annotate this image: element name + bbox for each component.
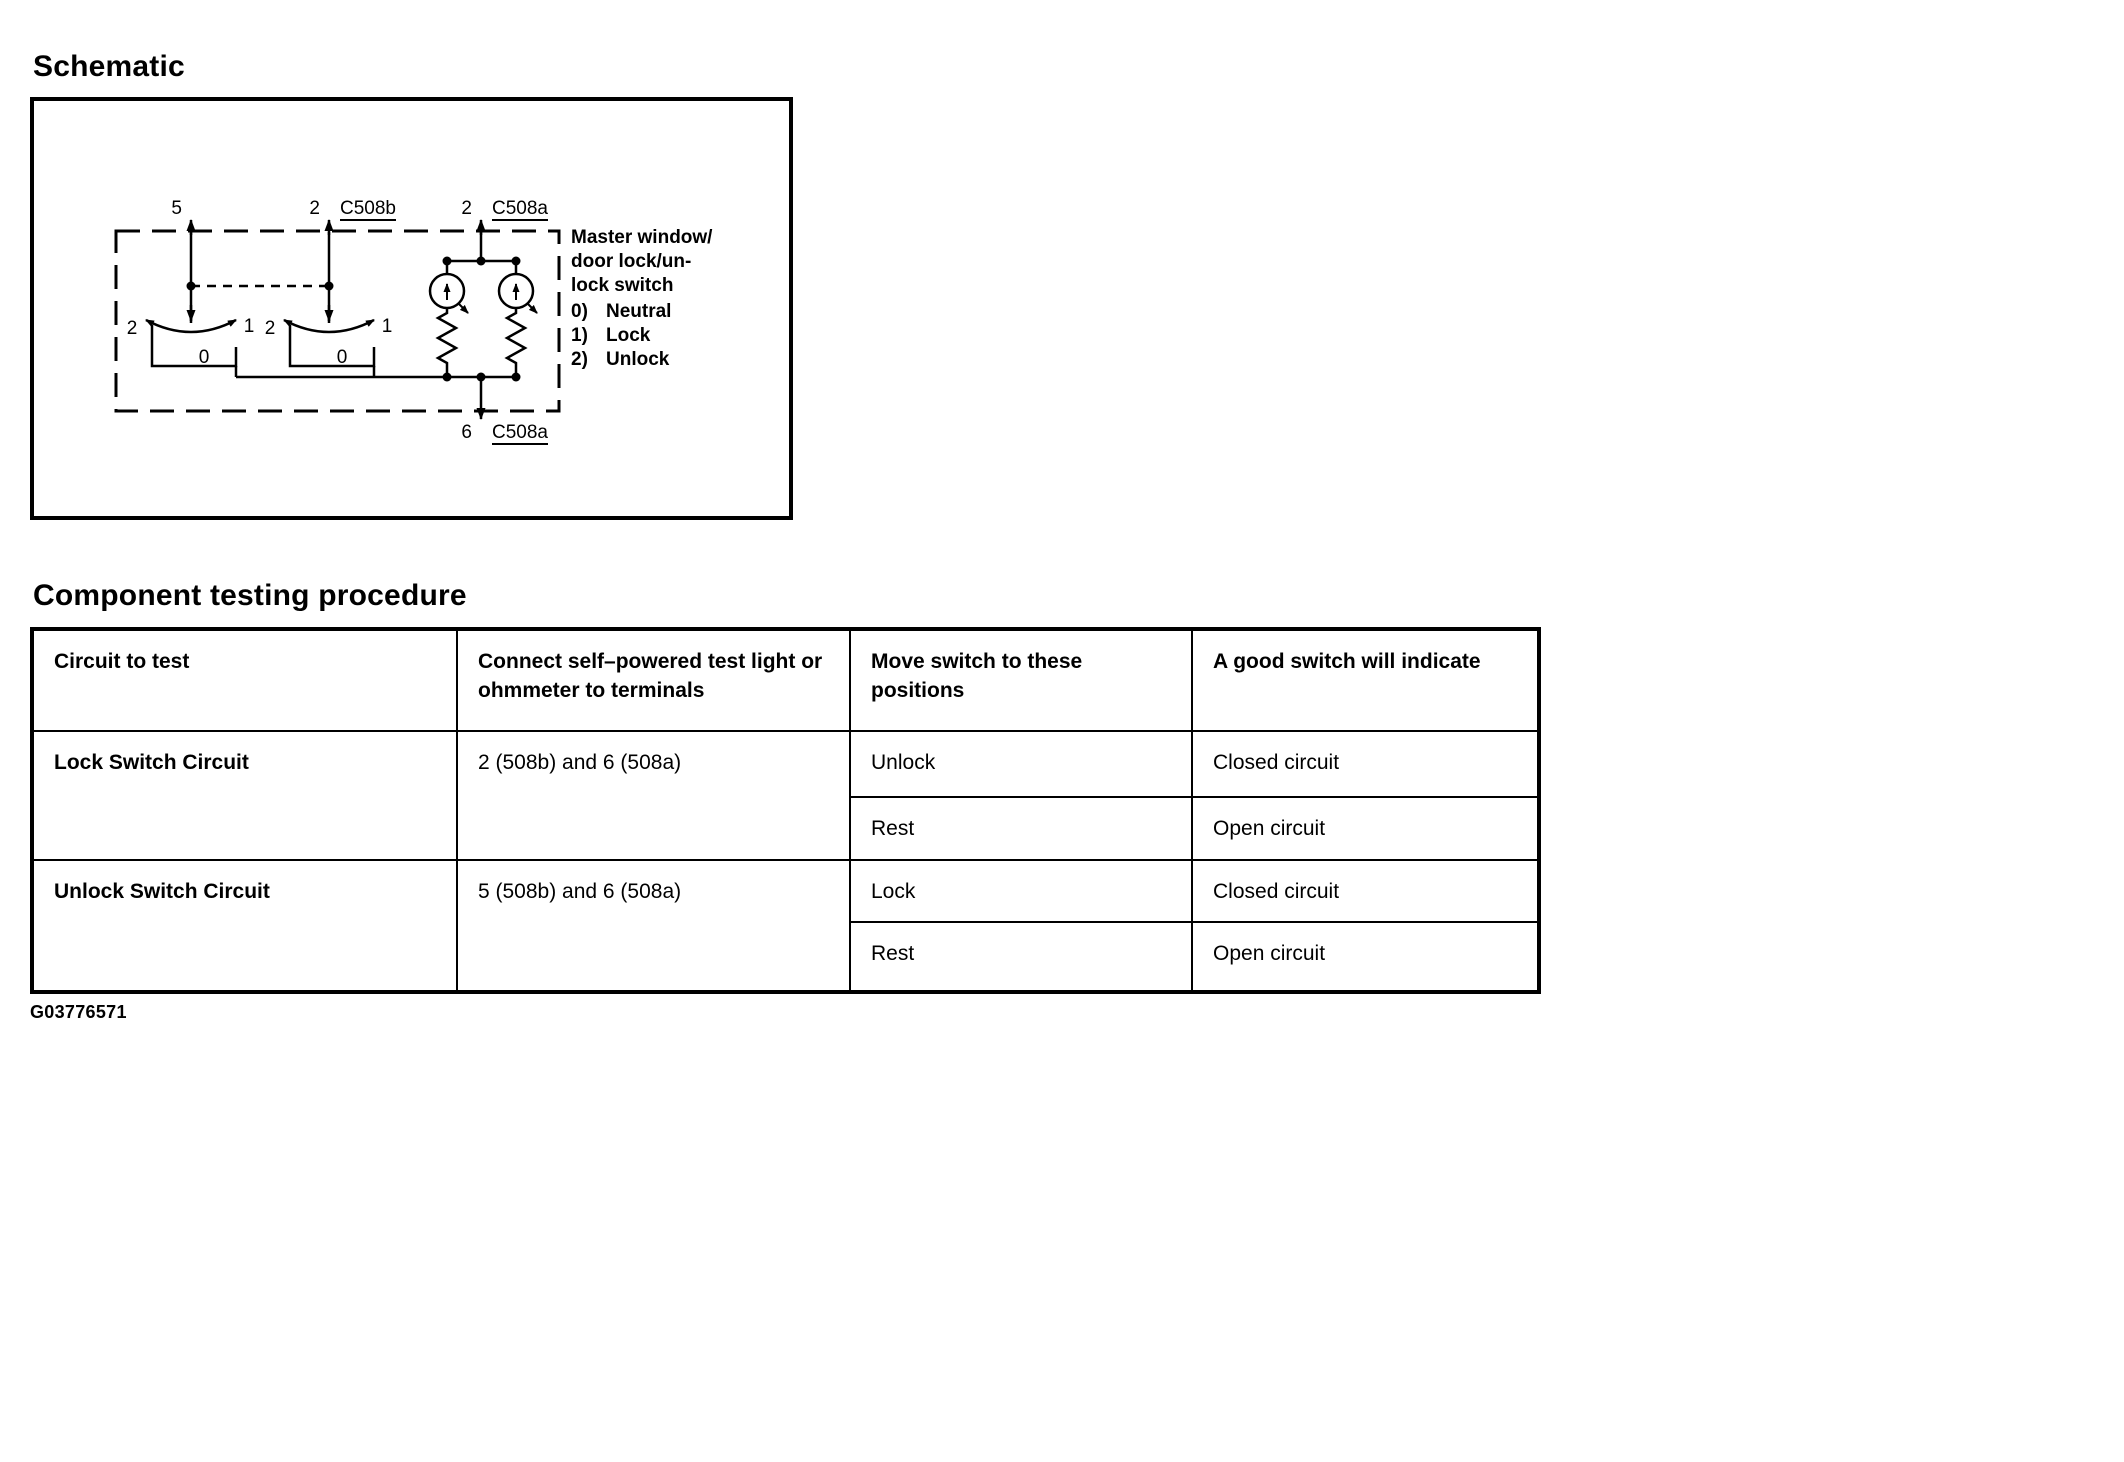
schematic-heading: Schematic bbox=[33, 50, 185, 83]
wiper-linkage bbox=[187, 282, 334, 291]
cell-result: Open circuit bbox=[1192, 797, 1539, 860]
figure-id: G03776571 bbox=[30, 1002, 127, 1022]
connector-c508a-bottom-label: C508a bbox=[492, 422, 548, 443]
sw1-pos-1-label: 1 bbox=[243, 316, 255, 337]
cell-result: Open circuit bbox=[1192, 922, 1539, 992]
sw1-pos-2-label: 2 bbox=[126, 318, 138, 339]
pin-5-label: 5 bbox=[171, 198, 182, 219]
table-header-row bbox=[32, 629, 1539, 731]
connector-c508a-top-label: C508a bbox=[492, 198, 548, 219]
cell-position: Unlock bbox=[850, 731, 1192, 797]
testing-table bbox=[30, 627, 1541, 994]
cell-terminals-unlock: 5 (508b) and 6 (508a) bbox=[457, 860, 850, 992]
legend-key-unlock: 2) bbox=[571, 349, 588, 370]
legend-key-lock: 1) bbox=[571, 325, 588, 346]
legend-title-line3: lock switch bbox=[571, 275, 674, 296]
pin-2-c508b-feed bbox=[309, 198, 396, 323]
legend-key-neutral: 0) bbox=[571, 301, 588, 322]
cell-position: Rest bbox=[850, 797, 1192, 860]
lock-switch-schematic bbox=[34, 101, 789, 516]
legend-label-lock: Lock bbox=[606, 325, 651, 346]
cell-circuit-lock: Lock Switch Circuit bbox=[32, 731, 457, 860]
legend-label-unlock: Unlock bbox=[606, 349, 670, 370]
table-row-lock-unlock bbox=[32, 731, 1539, 797]
ground-return bbox=[236, 373, 548, 445]
cell-result: Closed circuit bbox=[1192, 860, 1539, 922]
connector-c508b-label: C508b bbox=[340, 198, 396, 219]
cell-terminals-lock: 2 (508b) and 6 (508a) bbox=[457, 731, 850, 860]
schematic-figure bbox=[30, 97, 793, 520]
sw2-pos-1-label: 1 bbox=[381, 316, 393, 337]
pin-2a-label: 2 bbox=[461, 198, 472, 219]
sw2-pos-2-label: 2 bbox=[264, 318, 276, 339]
pin-2b-label: 2 bbox=[309, 198, 320, 219]
cell-result: Closed circuit bbox=[1192, 731, 1539, 797]
legend-title-line1: Master window/ bbox=[571, 227, 713, 248]
cell-position: Rest bbox=[850, 922, 1192, 992]
illumination-lamps bbox=[430, 257, 537, 378]
col-header-positions: Move switch to these positions bbox=[850, 629, 1192, 731]
legend-label-neutral: Neutral bbox=[606, 301, 672, 322]
sw1-pos-0-label: 0 bbox=[198, 347, 210, 368]
pin-5-feed bbox=[171, 198, 191, 323]
cell-circuit-unlock: Unlock Switch Circuit bbox=[32, 860, 457, 992]
resistor-1-icon bbox=[438, 308, 456, 377]
resistor-2-icon bbox=[507, 308, 525, 377]
switch-pole-1 bbox=[127, 305, 255, 377]
schematic-legend bbox=[571, 227, 713, 370]
switch-pole-2 bbox=[265, 305, 393, 377]
table-row-unlock-lock bbox=[32, 860, 1539, 922]
legend-title-line2: door lock/un- bbox=[571, 251, 692, 272]
col-header-terminals: Connect self–powered test light or ohmmeter to terminals bbox=[457, 629, 850, 731]
testing-procedure-heading: Component testing procedure bbox=[33, 579, 467, 612]
pin-6-label: 6 bbox=[461, 422, 472, 443]
col-header-circuit: Circuit to test bbox=[32, 629, 457, 731]
cell-position: Lock bbox=[850, 860, 1192, 922]
switch-assembly-boundary bbox=[116, 231, 559, 411]
col-header-indication: A good switch will indicate bbox=[1192, 629, 1539, 731]
sw2-pos-0-label: 0 bbox=[336, 347, 348, 368]
